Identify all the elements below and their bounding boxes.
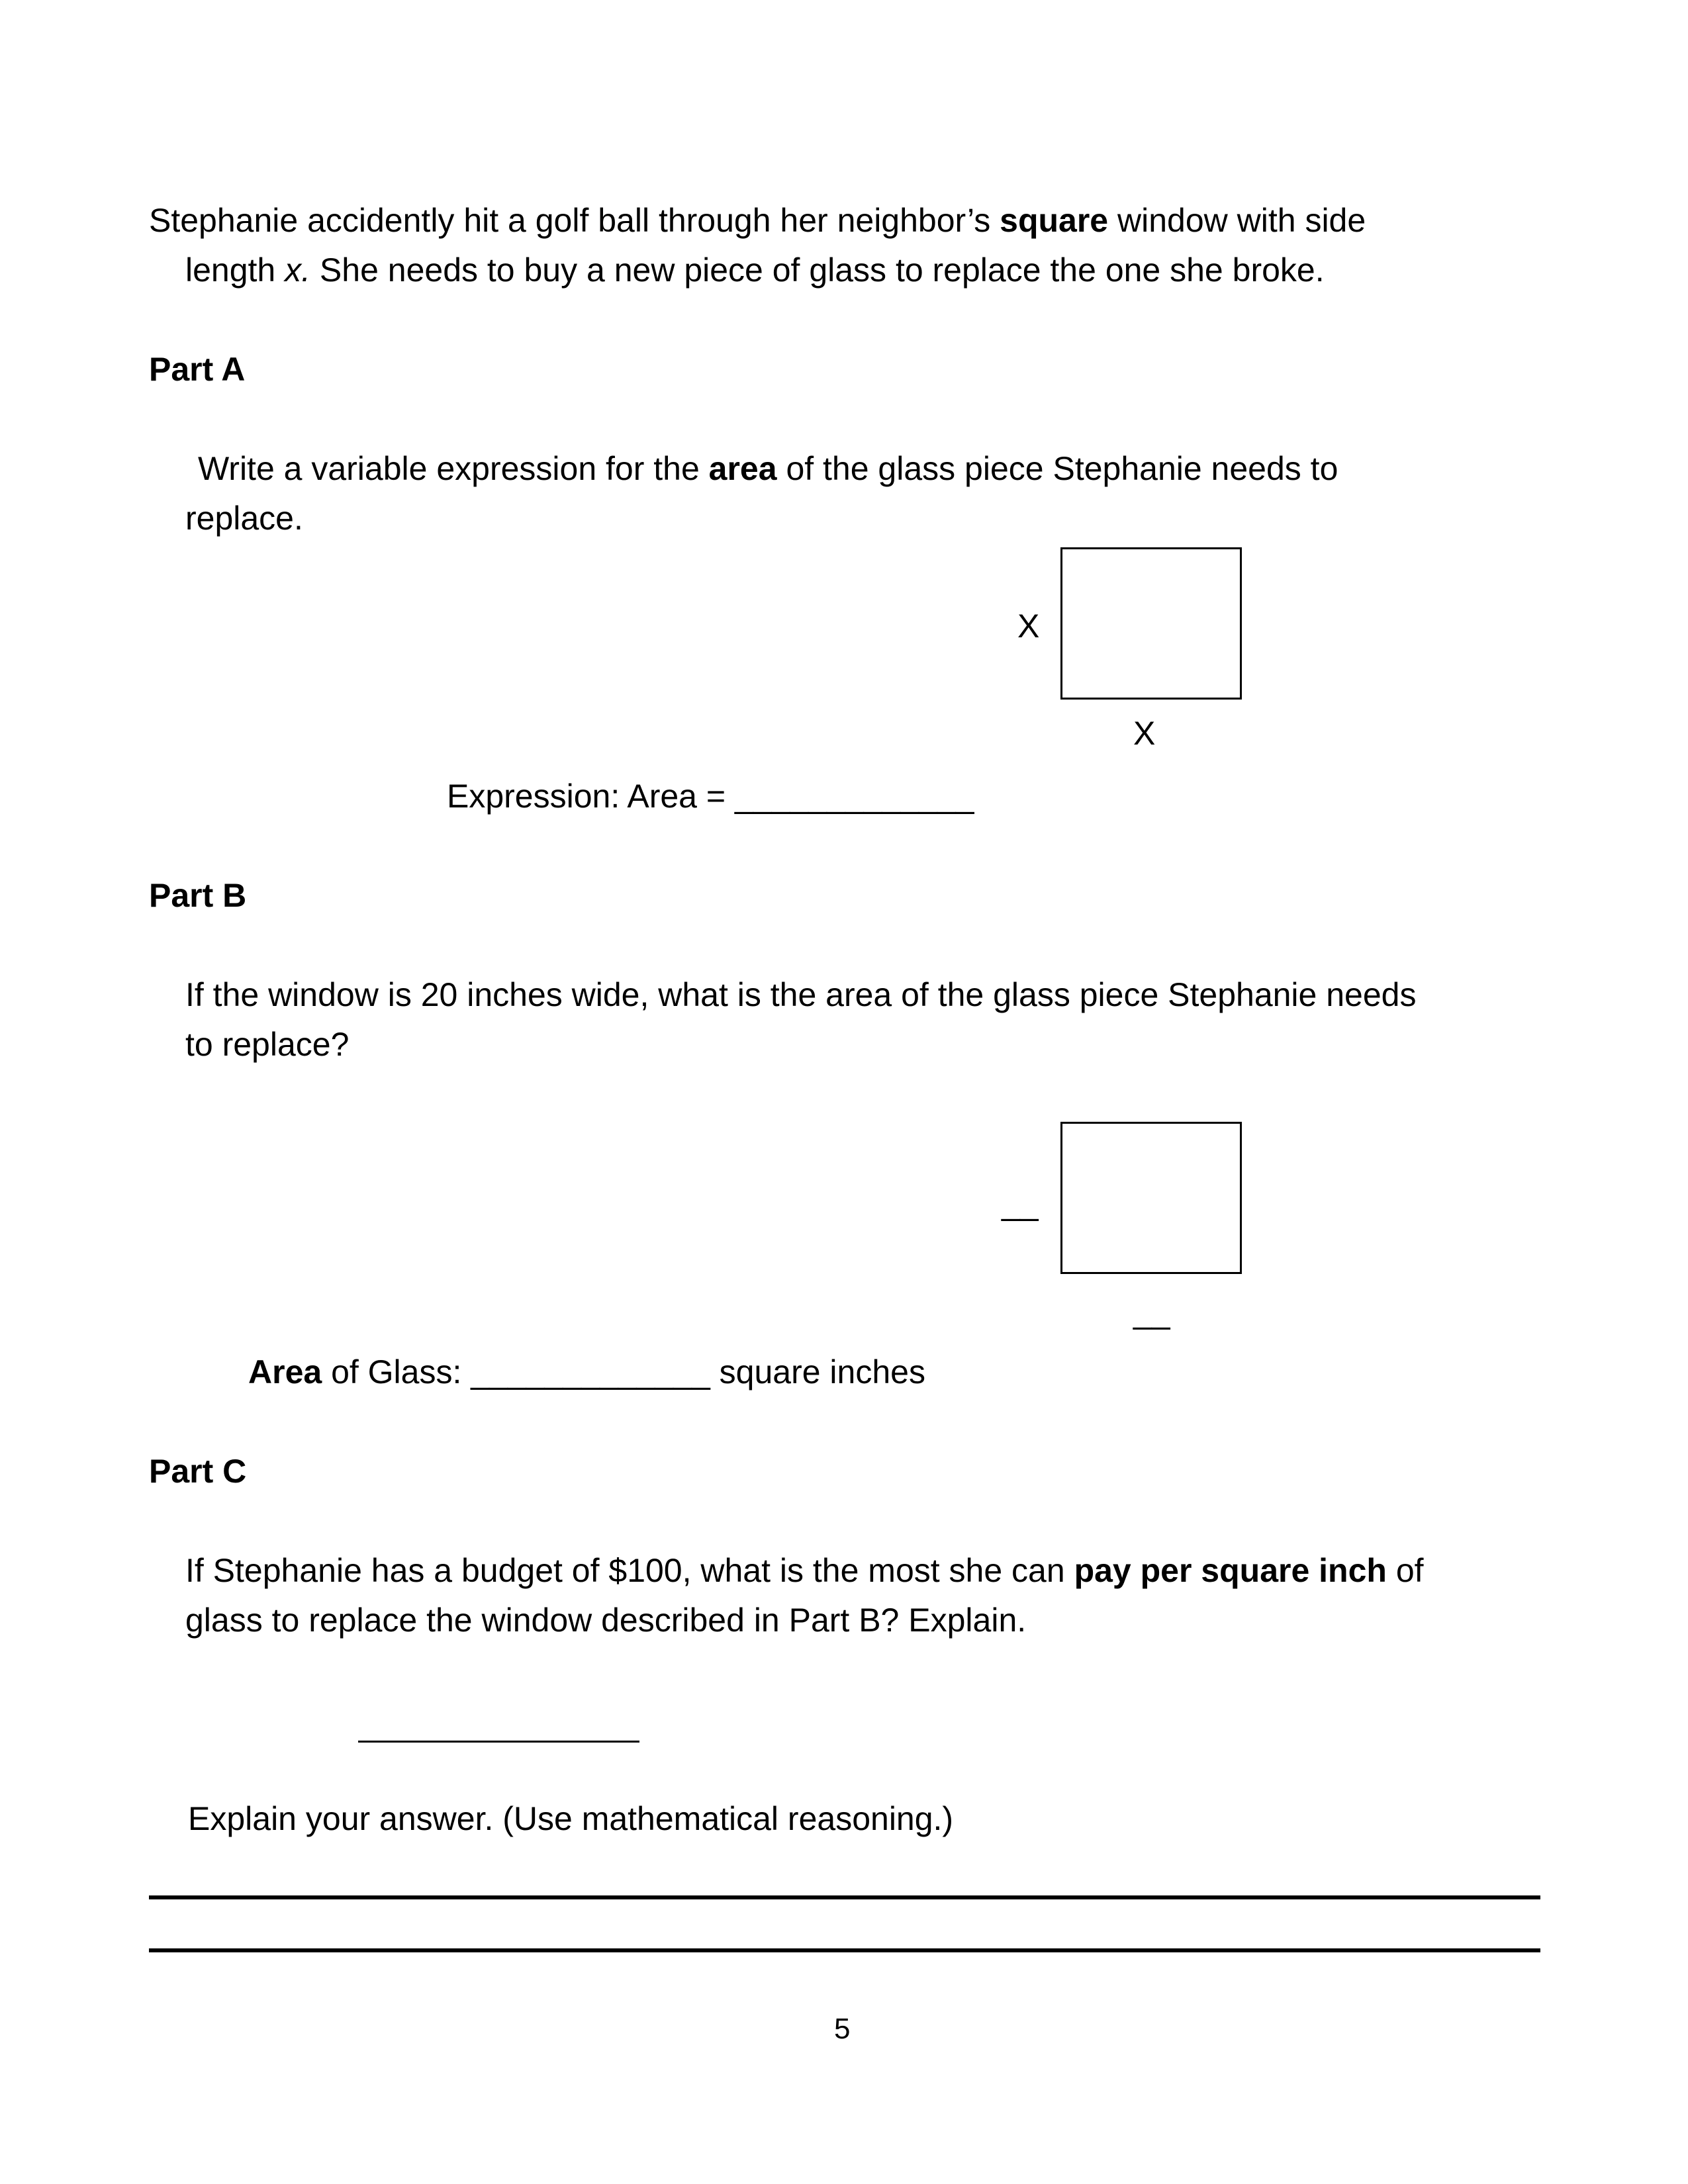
part-b-heading: Part B [149,877,247,914]
part-a-prompt-text: Write a variable expression for the [198,450,709,487]
intro-bold-square: square [1000,202,1109,239]
part-b-answer-blank[interactable]: _____________ [471,1353,710,1390]
intro-text-end: window with side [1108,202,1366,239]
part-a-square-bottom-label: X [1133,715,1156,752]
part-a-square-diagram [1060,547,1242,700]
part-c-prompt-text-end: of [1386,1552,1424,1589]
explain-answer-line-2[interactable] [149,1948,1540,1952]
part-b-answer-label: of Glass: [322,1353,471,1390]
part-c-explain-prompt: Explain your answer. (Use mathematical reasoning.) [188,1800,954,1837]
part-b-answer-label-bold: Area [248,1353,322,1390]
part-c-prompt-line-1 [185,1551,1424,1590]
part-a-answer-label: Expression: Area = [447,778,735,815]
intro-text: Stephanie accidently hit a golf ball through her neighbor’s [149,202,1000,239]
part-a-square-side-label: X [1017,608,1040,645]
explain-answer-line-1[interactable] [149,1895,1540,1899]
part-b-square-side-blank[interactable]: __ [1002,1185,1039,1222]
part-a-prompt-line-2: replace. [185,500,303,537]
part-b-answer [248,1352,925,1392]
part-a-prompt-text-end: of the glass piece Stephanie needs to [776,450,1338,487]
intro-variable-x: x. [285,251,311,289]
intro-line-1 [149,201,1366,240]
part-a-answer [447,776,974,816]
part-c-prompt-line-2: glass to replace the window described in Part B? Explain. [185,1602,1027,1639]
part-c-answer-blank[interactable] [358,1741,639,1743]
part-b-square-bottom-blank[interactable]: __ [1133,1293,1170,1330]
part-a-prompt-line-1 [198,449,1338,488]
part-b-prompt-line-2: to replace? [185,1026,350,1063]
part-b-prompt-line-1: If the window is 20 inches wide, what is the area of the glass piece Stephanie needs [185,976,1417,1013]
intro-text-end: She needs to buy a new piece of glass to replace the one she broke. [310,251,1325,289]
part-c-heading: Part C [149,1453,247,1490]
part-c-bold-pay-per-square-inch: pay per square inch [1074,1552,1387,1589]
part-b-answer-unit: square inches [710,1353,925,1390]
page-number: 5 [834,2013,851,2045]
intro-line-2 [185,250,1325,290]
intro-text: length [185,251,285,289]
part-a-answer-blank[interactable]: _____________ [734,778,974,815]
part-a-bold-area: area [708,450,777,487]
part-b-square-diagram [1060,1122,1242,1274]
part-c-prompt-text: If Stephanie has a budget of $100, what is the most she can [185,1552,1074,1589]
part-a-heading: Part A [149,351,246,388]
